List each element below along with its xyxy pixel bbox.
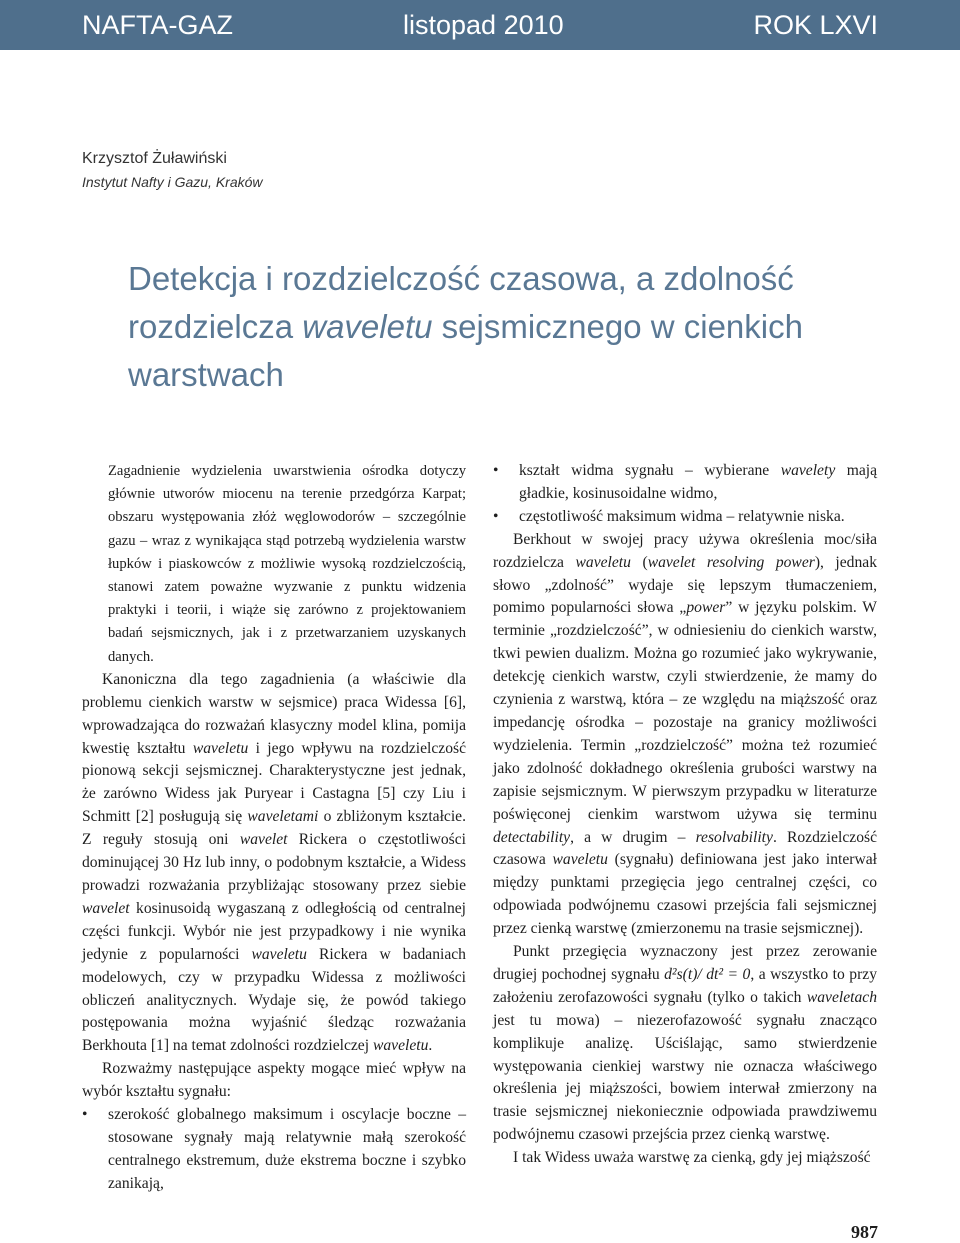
italic-term: waveletami: [247, 808, 319, 826]
text-run: (: [630, 553, 648, 571]
list-item: • szerokość globalnego maksimum i oscylacje boczne – stosowane sygnały mają relatywnie małą szerokość centralnego ekstremum, duże ekstrema boczne i szybko zanikają,: [82, 1104, 466, 1196]
list-item: [493, 460, 877, 506]
aspect-list-right: [493, 460, 877, 529]
italic-term: detectability: [493, 828, 571, 846]
italic-term: waveletu: [552, 851, 608, 869]
journal-header-bar: [0, 0, 960, 50]
text-run: o zbliżonym kształcie. Z reguły stosują oni: [82, 808, 466, 849]
title-part-1: Detekcja i rozdzielczość czasowa, a zdolność rozdzielcza: [128, 260, 794, 345]
text-run: Punkt przegięcia wyznaczony jest przez zerowanie drugiej pochodnej sygnału: [493, 943, 877, 983]
italic-term: waveletu: [575, 553, 631, 571]
left-column: [82, 460, 466, 1196]
text-run: Rickera w badaniach modelowych, czy w przypadku Widessa z możliwości obliczeń analitycznych. Wydaje się, że powód takiego postępowania można wyjaśnić śledząc rozważania Berkhouta [1] na temat zdolności rozdzielczej: [82, 945, 466, 1055]
italic-term: wavelet: [82, 899, 130, 917]
body-paragraph-4: [493, 941, 877, 1147]
text-run: ), jednak słowo „zdolność” wydaje się lepszym tłumaczeniem, pomimo popularności słowa „: [493, 553, 877, 617]
text-run: i jego wpływu na rozdzielczość pionową sekcji sejsmicznej. Charakterystyczne jest jednak, że zarówno Widess jak Puryear i Castagna [5] czy Liu i Schmitt [2] posługują się: [82, 739, 467, 826]
body-paragraph-2: Rozważmy następujące aspekty mogące mieć wpływ na wybór kształtu sygnału:: [82, 1060, 466, 1101]
body-paragraph-5: I tak Widess uważa warstwę za cienką, gdy jej miąższość: [513, 1149, 871, 1167]
issue-date: listopad 2010: [403, 10, 564, 40]
text-run: kształt widma sygnału – wybierane: [519, 462, 781, 479]
italic-term: waveletu: [251, 945, 307, 963]
text-run: Rickera o częstotliwości dominującej 30 Hz lub inny, o podobnym kształcie, a Widess prowadzi rozważania przybliżając stosowany przez siebie: [82, 831, 466, 894]
list-item: • częstotliwość maksimum widma – relatywnie niska.: [493, 506, 877, 529]
italic-term: resolvability: [695, 828, 773, 846]
inflection-formula: d²s(t)/ dt² = 0: [664, 965, 751, 983]
right-column: [493, 460, 877, 1170]
aspect-list-left: [82, 1104, 466, 1196]
body-paragraph-3: [493, 529, 877, 941]
author-affiliation: Instytut Nafty i Gazu, Kraków: [82, 174, 263, 190]
text-run: (sygnału) definiowana jest jako interwał między punktami przegięcia jego centralnej części, co odpowiada podwójnemu czasowi przejścia fali sejsmicznej przez cienką warstwę (zmierzonemu na trasie sejsmicznej).: [493, 851, 877, 938]
page-number: 987: [851, 1222, 878, 1242]
italic-term: power: [686, 599, 726, 617]
journal-name: NAFTA-GAZ: [82, 10, 233, 40]
italic-term: wavelet: [239, 831, 288, 849]
text-run: ” w języku polskim. W terminie „rozdzielczość”, w odniesieniu do cienkich warstw, tkwi pewien dualizm. Można go rozumieć jako wykrywanie, detekcję cienkich warstw, czyli stwierdzenie, że mamy do czynienia z warstwą, która – ze względu na miąższość oraz impedancję ośrodka – pozostaje na granicy możliwości wydzielenia. Termin „rozdzielczość” można też rozumieć jako zdolność dokładnego określenia grubości warstwy na zapisie sejsmicznym. W pierwszym przypadku w literaturze poświęconej cienkim warstwom używa się terminu: [493, 599, 877, 823]
text-run: Kanoniczna dla tego zagadnienia (a właściwie dla problemu cienkich warstw w sejsmice) praca Widessa [6], wprowadzająca do rozważań klasyczny model klina, pomija kwestię kształtu: [82, 670, 466, 757]
abstract-paragraph: Zagadnienie wydzielenia uwarstwienia ośrodka dotyczy głównie utworów miocenu na terenie przedgórza Karpat; obszaru występowania złóż węglowodorów – szczególnie gazu – wraz z wynikająca stąd potrzebą wydzielenia warstw łupków i piaskowców z możliwie wysoką rozdzielczością, stanowi zatem poważne wyzwanie z punktu widzenia praktyki i teorii, i wiąże się zarówno z projektowaniem badań sejsmicznych, jak i z przetwarzaniem uzyskanych danych.: [108, 463, 466, 665]
volume-label: ROK LXVI: [753, 10, 878, 40]
text-run: kosinusoidą wygaszaną z odległością od centralnej części funkcji. Wybór nie jest przypadkowy i nie wynika jedynie z popularności: [82, 899, 466, 963]
text-run: jest tu mowa) – niezerofazowość sygnału znacząco komplikuje analizę. Uściślając, samo stwierdzenie występowania cienkiej warstwy nie oznacza właściwego określenia jej miąższości, bowiem interwał zmierzony na trasie sejsmicznej niekoniecznie odpowiada prawdziwemu podwójnemu czasowi przejścia przez cienką warstwę.: [493, 1011, 877, 1144]
text-run: .: [428, 1037, 433, 1055]
title-part-2: sejsmicznego w cienkich warstwach: [128, 308, 803, 393]
body-paragraph-1: [82, 669, 466, 1058]
title-italic-term: waveletu: [302, 308, 433, 345]
italic-term: wavelety: [780, 462, 836, 479]
text-run: mają gładkie, kosinusoidalne widmo,: [519, 462, 878, 502]
text-run: Berkhout w swojej pracy używa określenia moc/siła rozdzielcza: [493, 530, 877, 571]
text-run: , a w drugim –: [570, 828, 696, 846]
article-title: [128, 255, 848, 399]
text-run: , a wszystko to przy założeniu zerofazowości sygnału (tylko o takich: [493, 965, 877, 1006]
italic-term: wavelet resolving power: [647, 553, 815, 571]
italic-term: waveletu: [192, 739, 249, 757]
text-run: . Rozdzielczość czasowa: [493, 828, 877, 869]
italic-term: waveletu: [372, 1037, 429, 1055]
italic-term: waveletach: [806, 988, 877, 1006]
author-name: Krzysztof Żuławiński: [82, 150, 227, 167]
